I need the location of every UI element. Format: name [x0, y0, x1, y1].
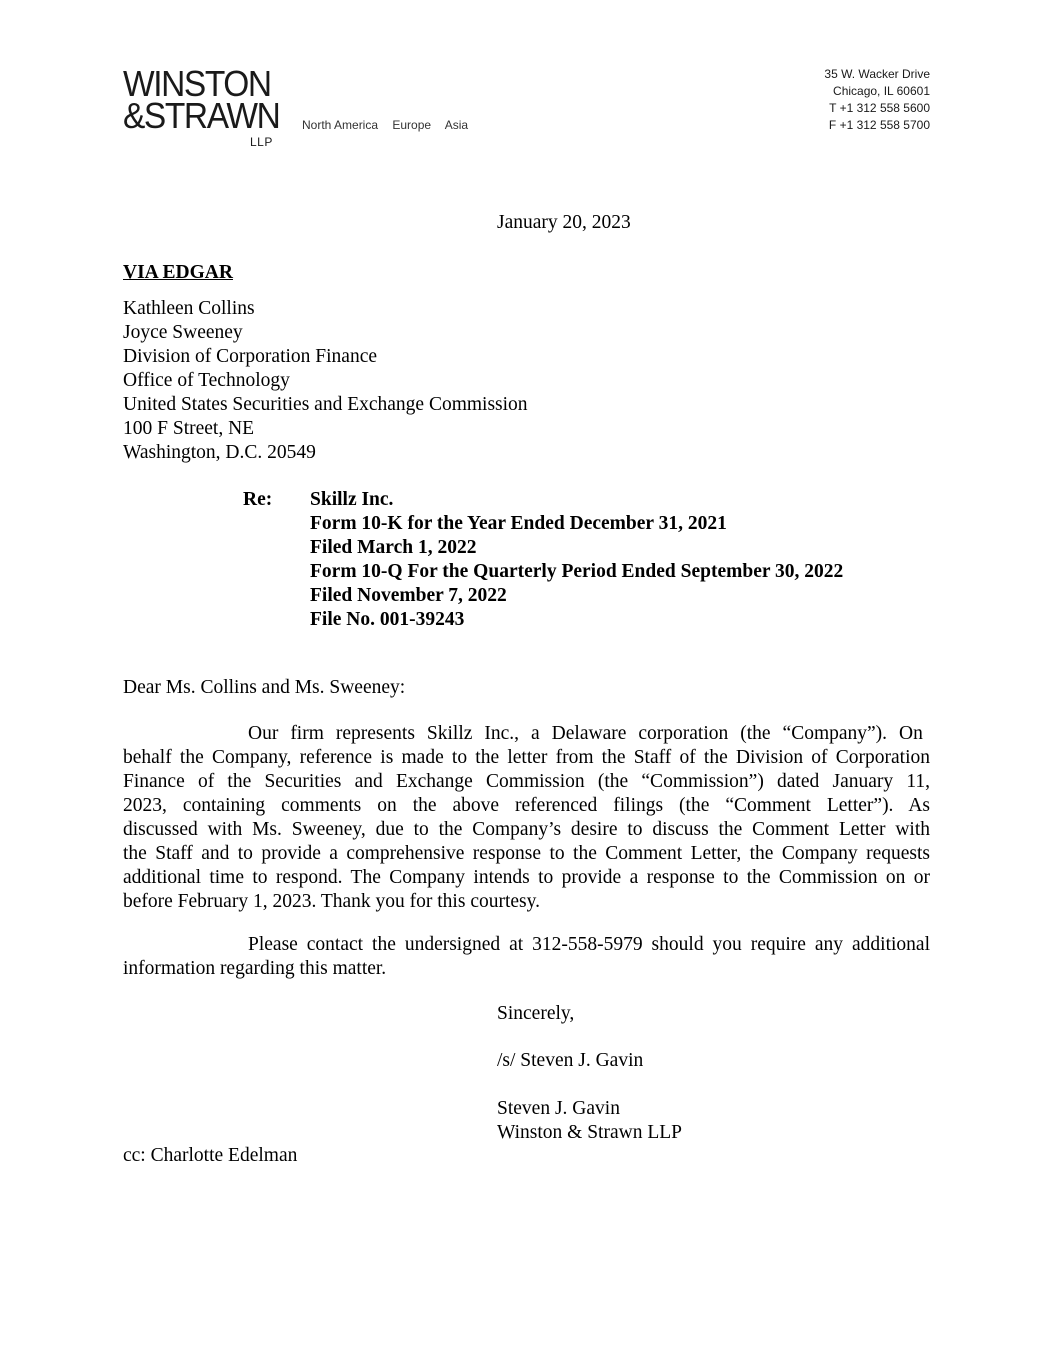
paragraph-line: Finance of the Securities and Exchange Commission (the “Commission”) dated January 11,: [123, 771, 930, 792]
signer-firm: Winston & Strawn LLP: [497, 1122, 683, 1143]
address-city: Chicago, IL 60601: [833, 84, 930, 98]
signer-name: Steven J. Gavin: [497, 1098, 620, 1119]
cc-line: cc: Charlotte Edelman: [123, 1145, 298, 1166]
recipient-line: 100 F Street, NE: [123, 418, 255, 439]
recipient-line: Joyce Sweeney: [123, 322, 243, 343]
paragraph-line: Please contact the undersigned at 312-558-5979 should you require any additional: [248, 934, 930, 955]
recipient-line: Division of Corporation Finance: [123, 346, 378, 367]
region-europe: Europe: [392, 118, 432, 132]
recipient-line: United States Securities and Exchange Commission: [123, 394, 528, 415]
paragraph-line: information regarding this matter.: [123, 958, 387, 979]
delivery-method: VIA EDGAR: [123, 262, 233, 283]
body-paragraph-1: [123, 722, 930, 914]
body-paragraph-2: [123, 933, 930, 981]
re-subject: [310, 488, 843, 632]
recipient-address: [123, 297, 528, 465]
signature: /s/ Steven J. Gavin: [497, 1050, 644, 1071]
paragraph-line: Our firm represents Skillz Inc., a Delaware corporation (the “Company”). On: [248, 723, 923, 744]
re-line: Filed March 1, 2022: [310, 537, 477, 558]
region-north-america: North America: [302, 118, 379, 132]
logo-llp: LLP: [250, 135, 273, 149]
recipient-line: Washington, D.C. 20549: [123, 442, 316, 463]
paragraph-line: 2023, containing comments on the above referenced filings (the “Comment Letter”). As: [123, 795, 930, 816]
re-label: Re:: [243, 489, 273, 510]
re-line: Filed November 7, 2022: [310, 585, 507, 606]
logo-word-strawn: &STRAWN: [123, 95, 280, 136]
paragraph-line: before February 1, 2023. Thank you for this courtesy.: [123, 891, 540, 912]
closing: Sincerely,: [497, 1003, 575, 1024]
re-line: Form 10-Q For the Quarterly Period Ended September 30, 2022: [310, 561, 844, 582]
re-line: Skillz Inc.: [310, 489, 394, 510]
paragraph-line: additional time to respond. The Company intends to provide a response to the Commission on or: [123, 867, 930, 888]
region-asia: Asia: [444, 118, 469, 132]
firm-address: [824, 66, 930, 134]
paragraph-line: discussed with Ms. Sweeney, due to the Company’s desire to discuss the Comment Letter with: [123, 819, 930, 840]
paragraph-line: the Staff and to provide a comprehensive response to the Comment Letter, the Company requests: [123, 843, 930, 864]
address-phone: T +1 312 558 5600: [829, 101, 930, 115]
address-street: 35 W. Wacker Drive: [824, 67, 930, 81]
letter-date: January 20, 2023: [497, 212, 631, 233]
recipient-line: Kathleen Collins: [123, 298, 255, 319]
salutation: Dear Ms. Collins and Ms. Sweeney:: [123, 677, 406, 698]
paragraph-line: behalf the Company, reference is made to the letter from the Staff of the Division of Corporation: [123, 747, 930, 768]
firm-regions: [302, 118, 479, 132]
logo-word-winston: WINSTON: [123, 63, 271, 104]
address-fax: F +1 312 558 5700: [828, 118, 930, 132]
re-line: File No. 001-39243: [310, 609, 465, 630]
recipient-line: Office of Technology: [123, 370, 290, 391]
re-line: Form 10-K for the Year Ended December 31, 2021: [310, 513, 727, 534]
